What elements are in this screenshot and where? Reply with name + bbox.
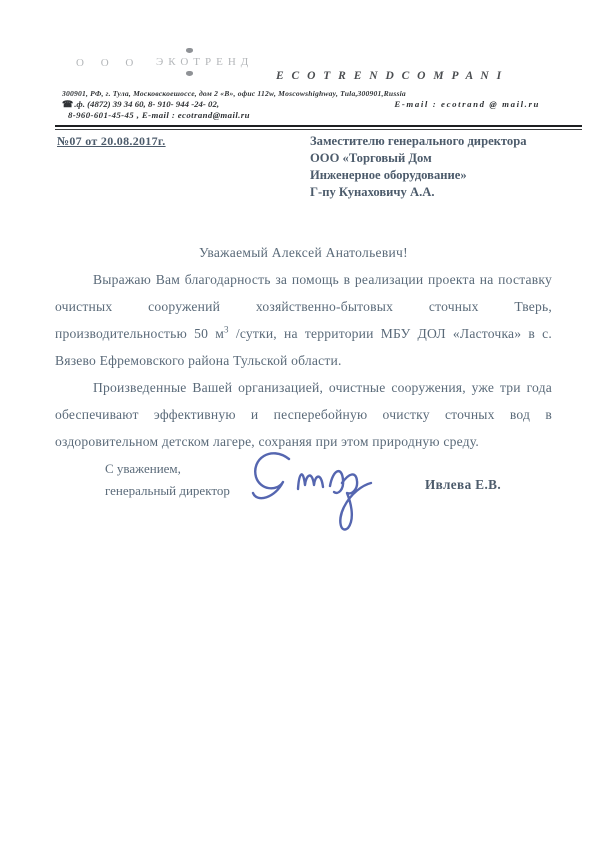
logo-company-name: ЭКОТРЕНД [156, 56, 254, 68]
salutation: Уважаемый Алексей Анатольевич! [199, 245, 408, 260]
recipient-line: Инженерное оборудование» [310, 168, 467, 182]
paragraph-2: Произведенные Вашей организацией, очистные сооружения, уже три года обеспечивают эффективную и песперебойную очистку сточных вод в оздоровительном детском лагере, сохраняя при этом природную среду. [55, 380, 552, 449]
phone-line-1: .ф. (4872) 39 34 60, 8- 910- 944 -24- 02, [74, 99, 220, 109]
paragraph-1-text: /сутки, на территории МБУ ДОЛ «Ласточка» в с. Вязево Ефремовского района Тульской области. [55, 326, 552, 368]
letter-body [55, 266, 552, 455]
header-divider [55, 125, 582, 130]
contact-row [62, 99, 540, 110]
reference-number: №07 от 20.08.2017г. [57, 134, 166, 148]
logo-ooo-text: О О О [76, 57, 141, 69]
email-address: E-mail : ecotrand @ mail.ru [394, 99, 540, 109]
phone-line-2: 8-960-601-45-45 , E-mail : ecotrand@mail.ru [68, 110, 250, 120]
recipient-line: Заместителю генерального директора [310, 134, 527, 148]
company-name-en: E C O T R E N D C O M P A N I [276, 70, 504, 82]
signer-name: Ивлева Е.В. [425, 477, 502, 492]
signature-image [243, 443, 393, 543]
phone-icon: ☎ [62, 99, 74, 109]
company-address: 300901, РФ, г. Тула, Московскоешоссе, дом 2 «В», офис 112w, Moscowshighway, Tula,300901,Russia [62, 89, 406, 98]
logo-drop-icon [186, 48, 193, 53]
phone-numbers [62, 99, 219, 110]
logo-drop-icon [186, 71, 193, 76]
closing-title: генеральный директор [105, 483, 230, 498]
paragraph-1-text: Выражаю Вам благодарность за помощь в реализации проекта на поставку очистных сооружений хозяйственно-бытовых сточных Тверь, производительностью 50 м [55, 272, 552, 341]
paragraph-1 [55, 266, 552, 374]
closing-block [105, 458, 230, 502]
recipient-line: ООО «Торговый Дом [310, 151, 432, 165]
recipient-line: Г-пу Кунаховичу А.А. [310, 185, 435, 199]
closing-regards: С уважением, [105, 461, 181, 476]
recipient-block [310, 133, 575, 201]
superscript-3: 3 [224, 324, 229, 335]
